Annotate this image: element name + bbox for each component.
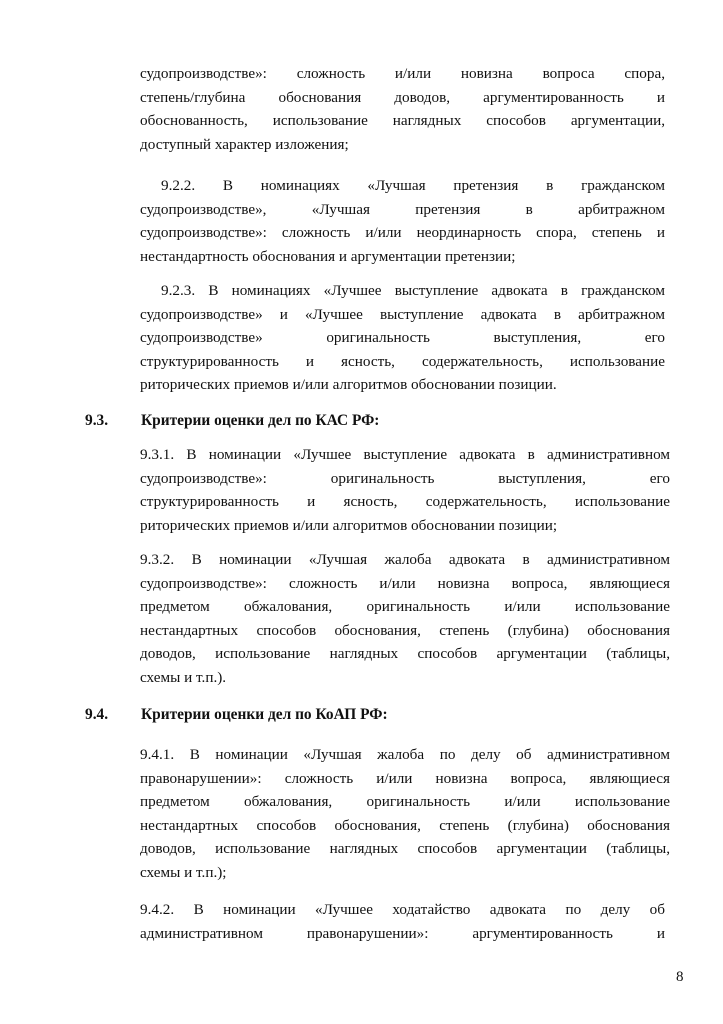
text-line: нестандартных способов обоснования, степень (глубина) обоснования [140, 621, 670, 639]
text-line: структурированность и ясность, содержательность, использование [140, 352, 665, 370]
paragraph-9-2-2 [140, 174, 665, 268]
text-line: 9.2.2. В номинациях «Лучшая претензия в гражданском [161, 177, 665, 194]
text-line: доступный характер изложения; [140, 135, 349, 153]
text-line: степень/глубина обоснования доводов, аргументированность и [140, 88, 665, 106]
text-line: судопроизводстве» и «Лучшее выступление адвоката в арбитражном [140, 305, 665, 323]
text-line: структурированность и ясность, содержательность, использование [140, 493, 670, 511]
text-line: обоснованность, использование наглядных способов аргументации, [140, 112, 665, 130]
text-line: административном правонарушении»: аргументированность и [140, 924, 665, 942]
text-line: 9.2.3. В номинациях «Лучшее выступление адвоката в гражданском [161, 282, 665, 299]
text-line: 9.4.1. В номинации «Лучшая жалоба по делу об административном [140, 746, 670, 763]
text-line: нестандартных способов обоснования, степень (глубина) обоснования [140, 816, 670, 834]
page-number: 8 [676, 969, 684, 985]
text-line: 9.3.2. В номинации «Лучшая жалоба адвоката в административном [140, 551, 670, 568]
text-line: судопроизводстве»: сложность и/или новизна вопроса спора, [140, 65, 665, 82]
section-title: Критерии оценки дел по КоАП РФ: [141, 706, 388, 723]
text-line: доводов, использование наглядных способов аргументации (таблицы, [140, 645, 670, 663]
paragraph-9-3-2 [140, 548, 670, 690]
paragraph-9-4-2 [140, 898, 665, 945]
section-title: Критерии оценки дел по КАС РФ: [141, 412, 380, 429]
text-line: нестандартность обоснования и аргументации претензии; [140, 247, 516, 265]
section-number: 9.4. [85, 706, 109, 723]
text-line: судопроизводстве» оригинальность выступления, его [140, 329, 665, 347]
section-heading-9-4 [85, 703, 388, 726]
text-line: правонарушении»: сложность и/или новизна вопроса, являющиеся [140, 769, 670, 787]
paragraph-continuation [140, 62, 665, 156]
text-line: риторических приемов и/или алгоритмов обосновании позиции; [140, 516, 558, 534]
text-line: судопроизводстве», «Лучшая претензия в арбитражном [140, 200, 665, 218]
text-line: судопроизводстве»: оригинальность выступления, его [140, 469, 670, 487]
text-line: предметом обжалования, оригинальность и/или использование [140, 598, 670, 616]
section-number: 9.3. [85, 412, 109, 429]
paragraph-9-3-1 [140, 443, 670, 537]
text-line: предметом обжалования, оригинальность и/или использование [140, 793, 670, 811]
text-line: судопроизводстве»: сложность и/или неординарность спора, степень и [140, 224, 665, 242]
text-line: 9.4.2. В номинации «Лучшее ходатайство адвоката по делу об [140, 901, 665, 918]
text-line: судопроизводстве»: сложность и/или новизна вопроса, являющиеся [140, 574, 670, 592]
text-line: схемы и т.п.); [140, 863, 227, 881]
text-line: доводов, использование наглядных способов аргументации (таблицы, [140, 840, 670, 858]
paragraph-9-2-3 [140, 279, 665, 397]
text-line: риторических приемов и/или алгоритмов обосновании позиции. [140, 376, 557, 394]
section-heading-9-3 [85, 409, 379, 432]
paragraph-9-4-1 [140, 743, 670, 885]
text-line: 9.3.1. В номинации «Лучшее выступление адвоката в административном [140, 446, 670, 463]
text-line: схемы и т.п.). [140, 668, 227, 686]
